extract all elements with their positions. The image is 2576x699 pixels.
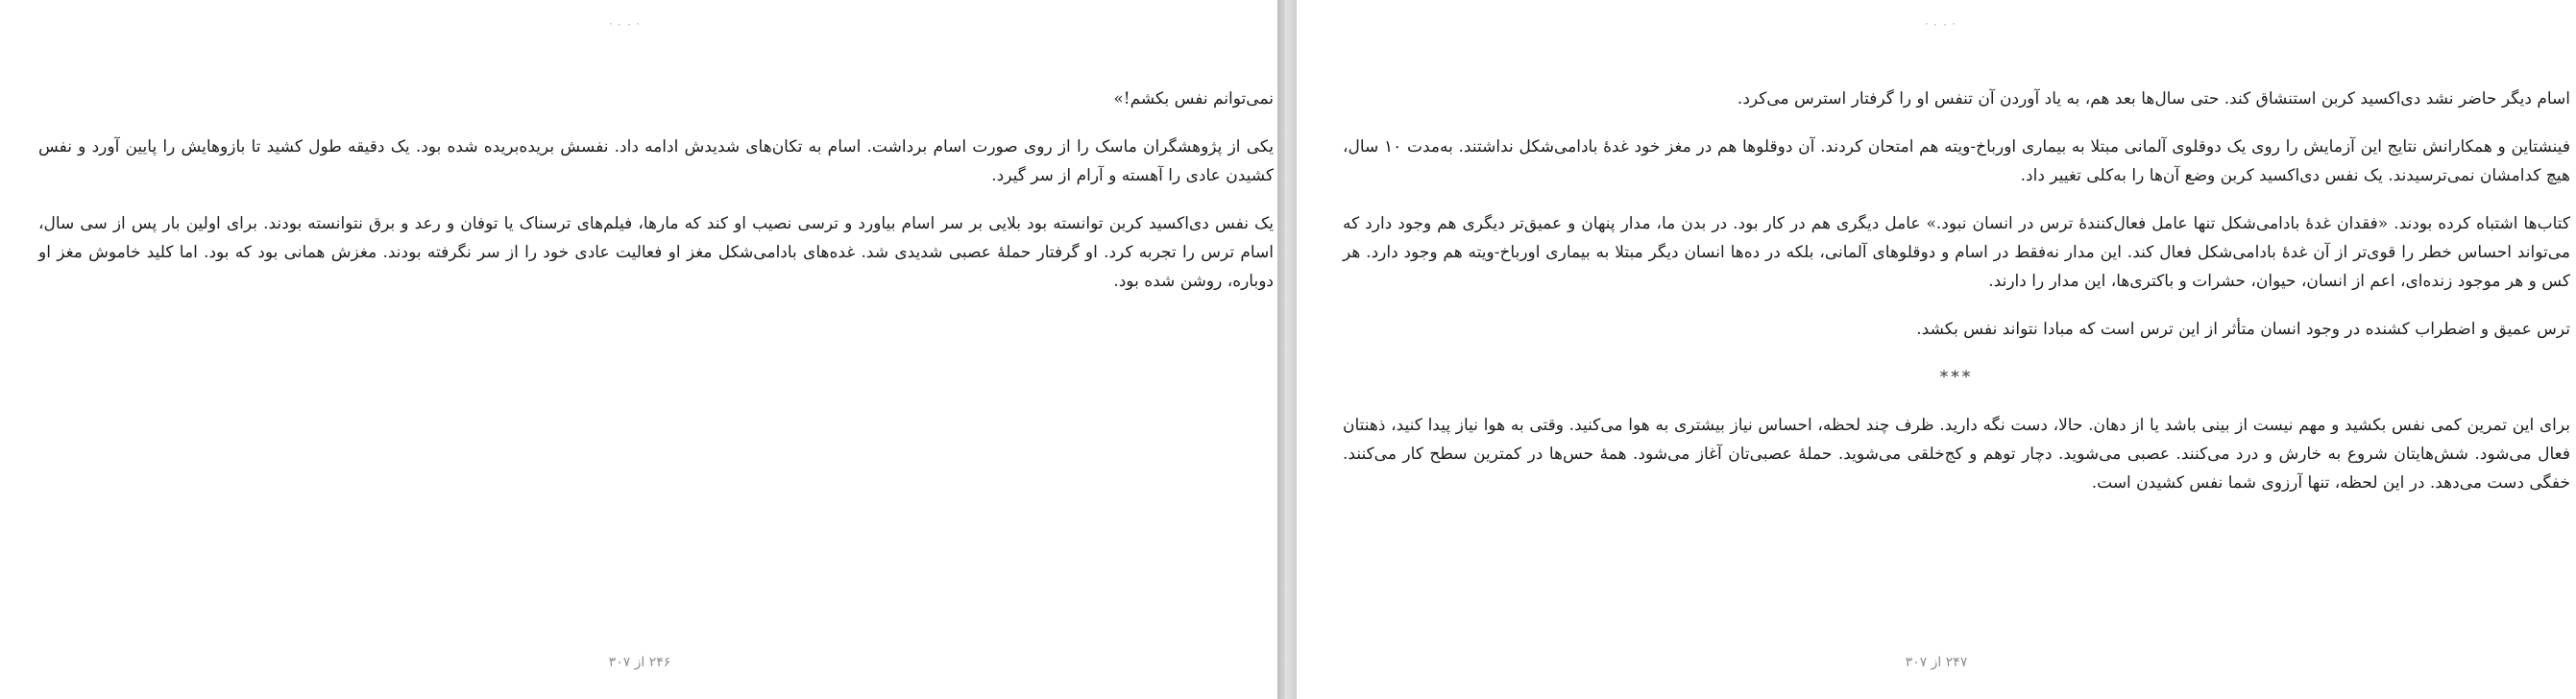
paragraph: یکی از پژوهشگران ماسک را از روی صورت اسام برداشت. اسام به تکان‌های شدیدش ادامه داد. نفسش بریده‌بریده شده بود. یک دقیقه طول کشید تا بازوهایش را پایین آورد و نفس کشیدن عادی را آهسته و آرام از سر گیرد. — [38, 137, 1274, 185]
section-separator: *** — [1939, 368, 1974, 387]
book-gutter-shadow — [1277, 0, 1285, 699]
paragraph: ترس عمیق و اضطراب کشنده در وجود انسان متأثر از این ترس است که مبادا نتواند نفس بکشد. — [1916, 320, 2570, 339]
paragraph: فینشتاین و همکارانش نتایج این آزمایش را روی یک دوقلوی آلمانی مبتلا به بیماری اورباخ-ویته هم امتحان کردند. آن دوقلوها هم در مغز خود غدهٔ بادامی‌شکل نداشتند. به‌مدت ۱۰ سال، هیچ کدامشان نمی‌ترسیدند. یک نفس دی‌اکسید کربن وضع آن‌ها را به‌کلی تغییر داد. — [1343, 137, 2570, 185]
paragraph: اسام دیگر حاضر نشد دی‌اکسید کربن استنشاق کند. حتی سال‌ها بعد هم، به یاد آوردن آن تنفس او را گرفتار استرس می‌کرد. — [1737, 89, 2570, 108]
paragraph: نمی‌توانم نفس بکشم!» — [1113, 89, 1274, 108]
paragraph: کتاب‌ها اشتباه کرده بودند. «فقدان غدهٔ بادامی‌شکل تنها عامل فعال‌کنندهٔ ترس در انسان نبود.» عامل دیگری هم در کار بود. در بدن ما، مدار پنهان و عمیق‌تر دیگری هم وجود دارد که می‌تواند احساس خطر را قوی‌تر از آن غدهٔ بادامی‌شکل فعال کند. این مدار نه‌فقط در اسام و دوقلوهای آلمانی، بلکه در ده‌ها انسان دیگر مبتلا به بیماری اورباخ-ویته هم وجود دارد. هر کس و هر موجود زنده‌ای، اعم از انسان، حیوان، حشرات و باکتری‌ها، این مدار را دارند. — [1343, 214, 2570, 291]
left-page[interactable] — [0, 0, 1277, 699]
left-page-header-mark: · ۰ ٠ · — [609, 17, 640, 31]
left-page-number: ۲۴۶ از ۳۰۷ — [608, 655, 671, 670]
right-page-number: ۲۴۷ از ۳۰۷ — [1905, 655, 1968, 670]
right-page-body — [1343, 84, 2570, 517]
paragraph: یک نفس دی‌اکسید کربن توانسته بود بلایی بر سر اسام بیاورد و ترسی نصیب او کند که مارها، فیلم‌های ترسناک یا توفان و رعد و برق نتوانسته بودند. برای اولین بار پس از سی سال، اسام ترس را تجربه کرد. او گرفتار حملهٔ عصبی شدیدی شد. غده‌های بادامی‌شکل مغز او فعالیت عادی خود را از سر نگرفته بودند. مغزش همانی بود که بود. اما کلید خاموش مغز او دوباره، روشن شده بود. — [38, 214, 1274, 291]
right-page[interactable] — [1297, 0, 2576, 699]
left-page-body — [38, 84, 1274, 315]
right-page-header-mark: · ۰ ٠ · — [1925, 17, 1956, 31]
book-gutter-shadow — [1285, 0, 1297, 699]
paragraph: برای این تمرین کمی نفس بکشید و مهم نیست از بینی باشد یا از دهان. حالا، دست نگه دارید. ظرف چند لحظه، احساس نیاز بیشتری به هوا می‌کنید. وقتی به هوا نیاز پیدا کنید، ذهنتان فعال می‌شود. شش‌هایتان شروع به خارش و درد می‌کنند. عصبی می‌شوید. دچار توهم و کج‌خلقی می‌شوید. حملهٔ عصبی‌تان آغاز می‌شود. همهٔ حس‌ها در کمترین سطح کار می‌کنند. خفگی دست می‌دهد. در این لحظه، تنها آرزوی شما نفس کشیدن است. — [1343, 416, 2570, 493]
